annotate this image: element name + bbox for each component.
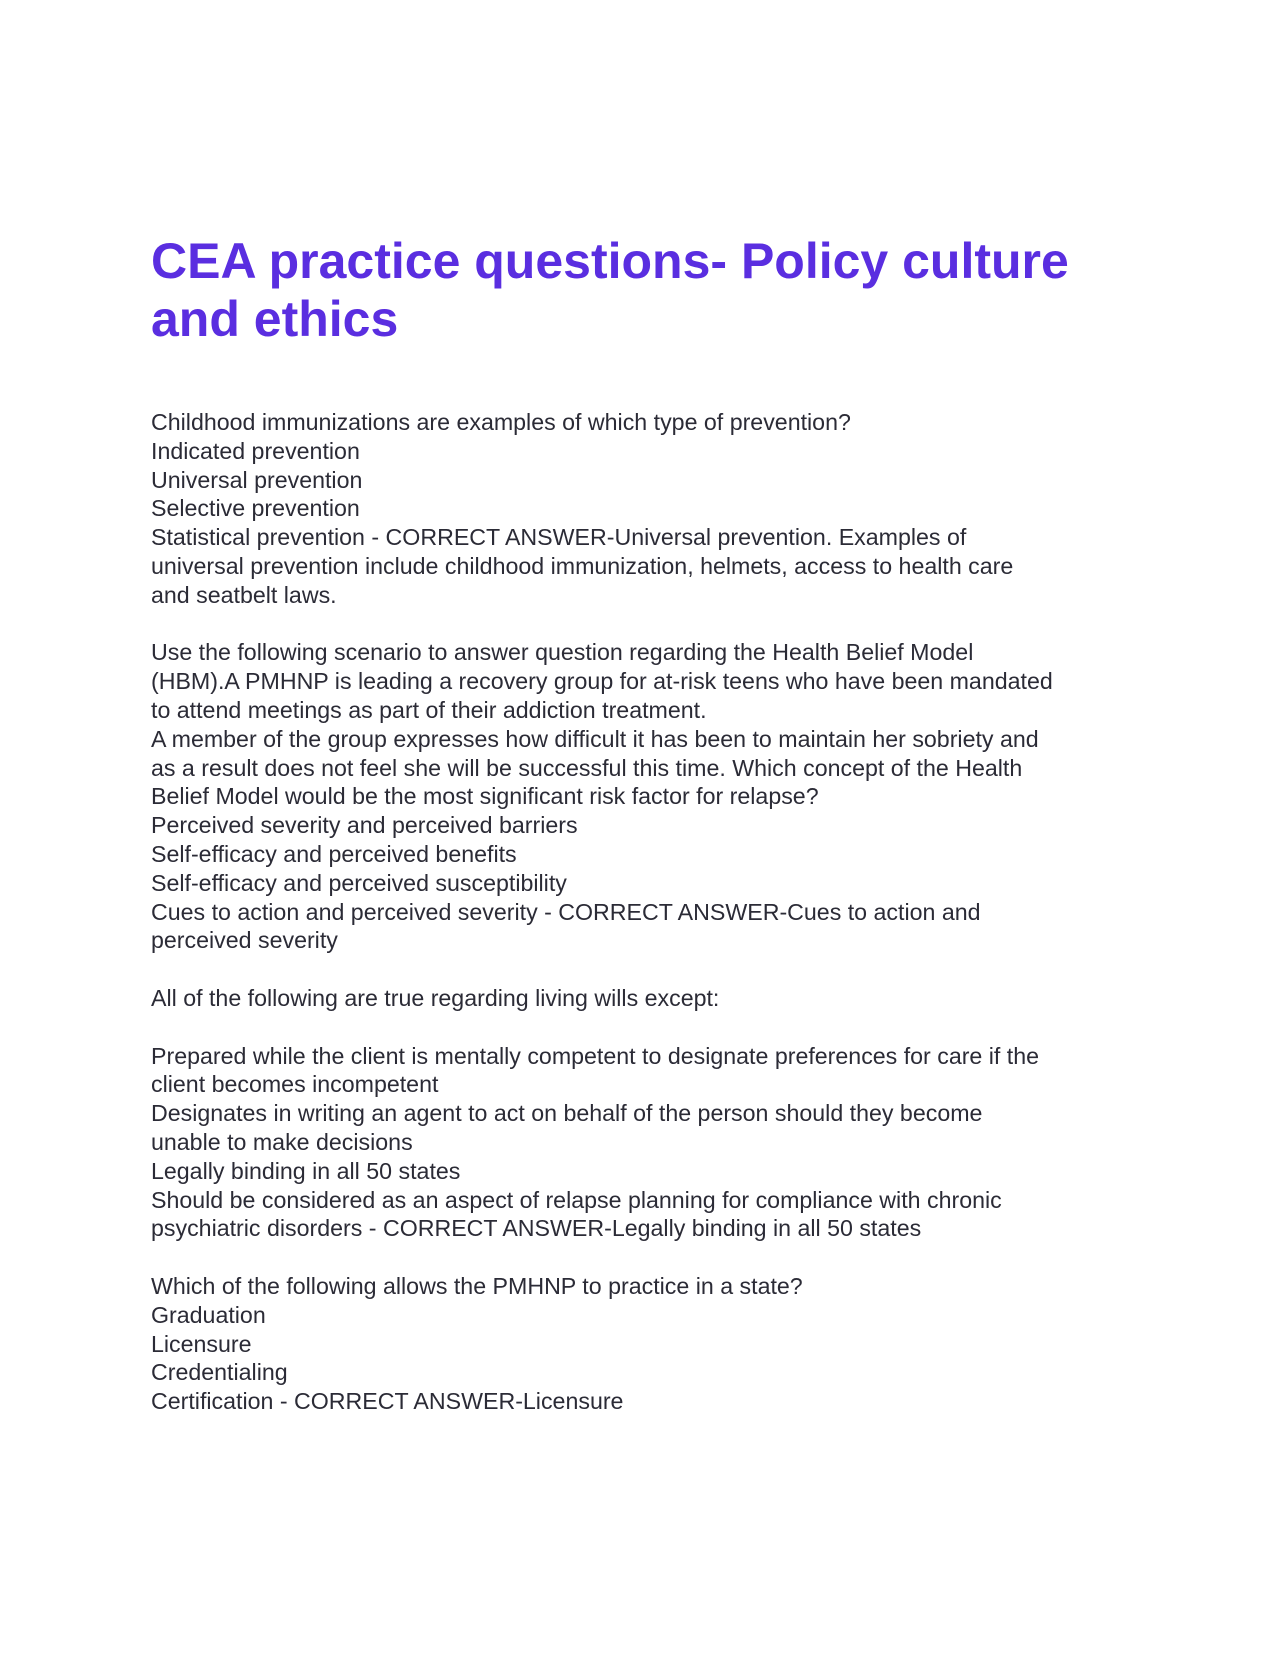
paragraph-gap (151, 955, 1151, 984)
answer-option: Designates in writing an agent to act on behalf of the person should they become (151, 1100, 983, 1127)
question-block-4 (151, 1272, 1151, 1416)
answer-option: unable to make decisions (151, 1128, 413, 1155)
answer-option: client becomes incompetent (151, 1071, 439, 1098)
document-page (151, 232, 1151, 1416)
answer-option: Universal prevention (151, 466, 363, 493)
question-text: A member of the group expresses how difficult it has been to maintain her sobriety and (151, 725, 1039, 752)
answer-explanation: perceived severity (151, 927, 338, 954)
answer-option: Indicated prevention (151, 437, 360, 464)
answer-option: Prepared while the client is mentally competent to designate preferences for care if the (151, 1042, 1040, 1069)
paragraph-gap (151, 1243, 1151, 1272)
answer-explanation: psychiatric disorders - CORRECT ANSWER-Legally binding in all 50 states (151, 1215, 922, 1242)
answer-explanation: and seatbelt laws. (151, 581, 337, 608)
answer-option: Self-efficacy and perceived susceptibility (151, 869, 567, 896)
paragraph-gap (151, 610, 1151, 639)
document-body (151, 408, 1151, 1416)
answer-option: Perceived severity and perceived barriers (151, 812, 578, 839)
answer-option: Graduation (151, 1301, 266, 1328)
answer-option: Licensure (151, 1330, 252, 1357)
question-block-3 (151, 984, 1151, 1243)
title-line: CEA practice questions- Policy culture (151, 233, 1069, 289)
answer-option: Legally binding in all 50 states (151, 1157, 461, 1184)
title-line: and ethics (151, 291, 399, 347)
answer-option: Should be considered as an aspect of relapse planning for compliance with chronic (151, 1186, 1002, 1213)
question-block-1 (151, 408, 1151, 610)
answer-option: Cues to action and perceived severity - CORRECT ANSWER-Cues to action and (151, 898, 981, 925)
question-block-2 (151, 638, 1151, 955)
answer-option: Certification - CORRECT ANSWER-Licensure (151, 1388, 624, 1415)
answer-explanation: universal prevention include childhood immunization, helmets, access to health care (151, 552, 1014, 579)
question-text: as a result does not feel she will be successful this time. Which concept of the Health (151, 754, 1023, 781)
question-text: Belief Model would be the most significant risk factor for relapse? (151, 783, 819, 810)
question-text: Use the following scenario to answer question regarding the Health Belief Model (151, 639, 974, 666)
question-text: (HBM).A PMHNP is leading a recovery group for at-risk teens who have been mandated (151, 668, 1053, 695)
question-text: Childhood immunizations are examples of which type of prevention? (151, 409, 851, 435)
answer-option: Selective prevention (151, 495, 360, 522)
question-text: to attend meetings as part of their addiction treatment. (151, 696, 707, 723)
answer-option: Credentialing (151, 1359, 288, 1386)
paragraph-gap (151, 1013, 1151, 1042)
question-text: Which of the following allows the PMHNP to practice in a state? (151, 1272, 803, 1299)
question-text: All of the following are true regarding living wills except: (151, 984, 720, 1011)
answer-option: Self-efficacy and perceived benefits (151, 840, 517, 867)
answer-option: Statistical prevention - CORRECT ANSWER-Universal prevention. Examples of (151, 524, 967, 551)
document-title (151, 232, 1151, 348)
